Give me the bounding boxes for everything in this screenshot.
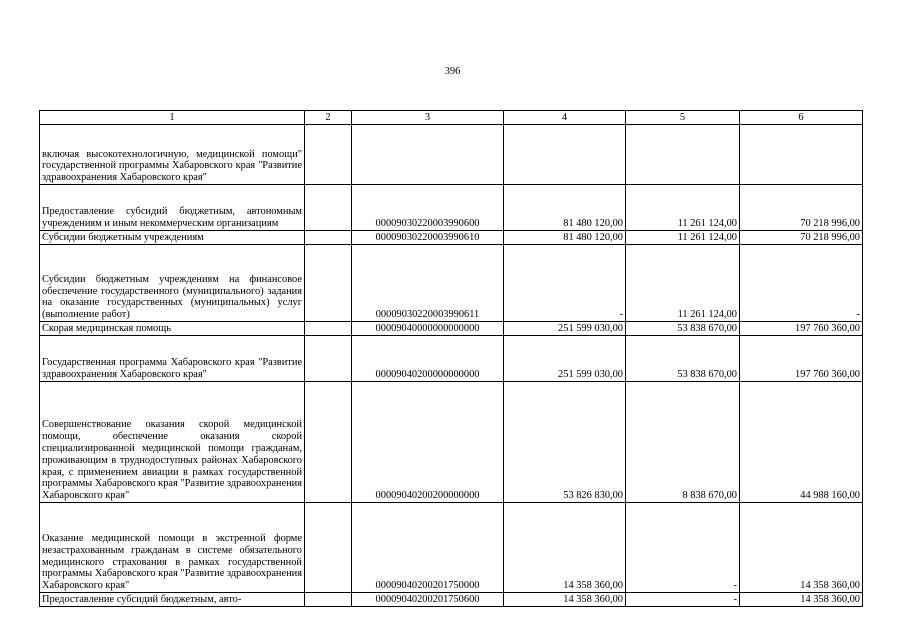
row-value-4: 81 480 120,00 (504, 185, 626, 231)
row-value-6: - (740, 245, 863, 322)
row-name: Скорая медицинская помощь (40, 322, 305, 336)
table-row (40, 593, 863, 607)
row-col2 (305, 503, 352, 593)
column-header: 6 (740, 111, 863, 125)
row-col2 (305, 185, 352, 231)
row-col2 (305, 593, 352, 607)
row-value-5: - (626, 593, 740, 607)
row-value-4: 251 599 030,00 (504, 322, 626, 336)
row-value-5: 53 838 670,00 (626, 336, 740, 382)
row-value-4: - (504, 245, 626, 322)
row-name: Совершенствование оказания скорой медицинской помощи, обеспечение оказания скорой специализированной медицинской помощи гражданам, проживающим в труднодоступных районах Хабаровского края, с применением авиации в рамках государственной программы Хабаровского края "Развитие здравоохранения Хабаровского края" (40, 382, 305, 503)
row-name: Предоставление субсидий бюджетным, автономным учреждениям и иным некоммерческим организациям (40, 185, 305, 231)
table-row (40, 245, 863, 322)
row-code: 00009030220003990600 (352, 185, 504, 231)
row-code: 00009040200200000000 (352, 382, 504, 503)
row-name: Субсидии бюджетным учреждениям (40, 231, 305, 245)
table-row (40, 231, 863, 245)
row-value-6: 70 218 996,00 (740, 185, 863, 231)
column-header: 3 (352, 111, 504, 125)
row-col2 (305, 322, 352, 336)
row-value-5: 53 838 670,00 (626, 322, 740, 336)
row-value-4: 251 599 030,00 (504, 336, 626, 382)
row-value-5 (626, 125, 740, 185)
row-code (352, 125, 504, 185)
row-value-5: - (626, 503, 740, 593)
row-value-6: 14 358 360,00 (740, 593, 863, 607)
row-code: 00009030220003990610 (352, 231, 504, 245)
row-value-5: 11 261 124,00 (626, 185, 740, 231)
row-value-4: 14 358 360,00 (504, 503, 626, 593)
row-value-6 (740, 125, 863, 185)
row-col2 (305, 231, 352, 245)
row-value-6: 197 760 360,00 (740, 336, 863, 382)
row-code: 00009040200000000000 (352, 336, 504, 382)
table-row (40, 185, 863, 231)
column-header: 4 (504, 111, 626, 125)
table-row (40, 322, 863, 336)
row-code: 00009040200201750000 (352, 503, 504, 593)
row-code: 00009040200201750600 (352, 593, 504, 607)
column-header: 2 (305, 111, 352, 125)
row-name: Оказание медицинской помощи в экстренной форме незастрахованным гражданам в системе обязательного медицинского страхования в рамках государственной программы Хабаровского края "Развитие здравоохранения Хабаровского края" (40, 503, 305, 593)
row-value-5: 11 261 124,00 (626, 231, 740, 245)
table-header-row (40, 111, 863, 125)
table-row (40, 382, 863, 503)
row-name: Предоставление субсидий бюджетным, авто- (40, 593, 305, 607)
row-value-4: 53 826 830,00 (504, 382, 626, 503)
row-value-6: 70 218 996,00 (740, 231, 863, 245)
table-row (40, 125, 863, 185)
row-col2 (305, 245, 352, 322)
row-value-6: 44 988 160,00 (740, 382, 863, 503)
row-value-6: 197 760 360,00 (740, 322, 863, 336)
row-col2 (305, 336, 352, 382)
row-value-4: 81 480 120,00 (504, 231, 626, 245)
row-col2 (305, 125, 352, 185)
budget-table (39, 110, 863, 607)
row-value-5: 11 261 124,00 (626, 245, 740, 322)
row-value-6: 14 358 360,00 (740, 503, 863, 593)
row-col2 (305, 382, 352, 503)
row-code: 00009030220003990611 (352, 245, 504, 322)
row-name: включая высокотехнологичную, медицинской помощи" государственной программы Хабаровского края "Развитие здравоохранения Хабаровского края" (40, 125, 305, 185)
row-value-4: 14 358 360,00 (504, 593, 626, 607)
row-code: 00009040000000000000 (352, 322, 504, 336)
table-row (40, 503, 863, 593)
row-value-5: 8 838 670,00 (626, 382, 740, 503)
row-value-4 (504, 125, 626, 185)
row-name: Государственная программа Хабаровского края "Развитие здравоохранения Хабаровского края" (40, 336, 305, 382)
column-header: 5 (626, 111, 740, 125)
page-number: 396 (444, 66, 461, 77)
column-header: 1 (40, 111, 305, 125)
table-row (40, 336, 863, 382)
row-name: Субсидии бюджетным учреждениям на финансовое обеспечение государственного (муниципального) задания на оказание государственных (муниципальных) услуг (выполнение работ) (40, 245, 305, 322)
